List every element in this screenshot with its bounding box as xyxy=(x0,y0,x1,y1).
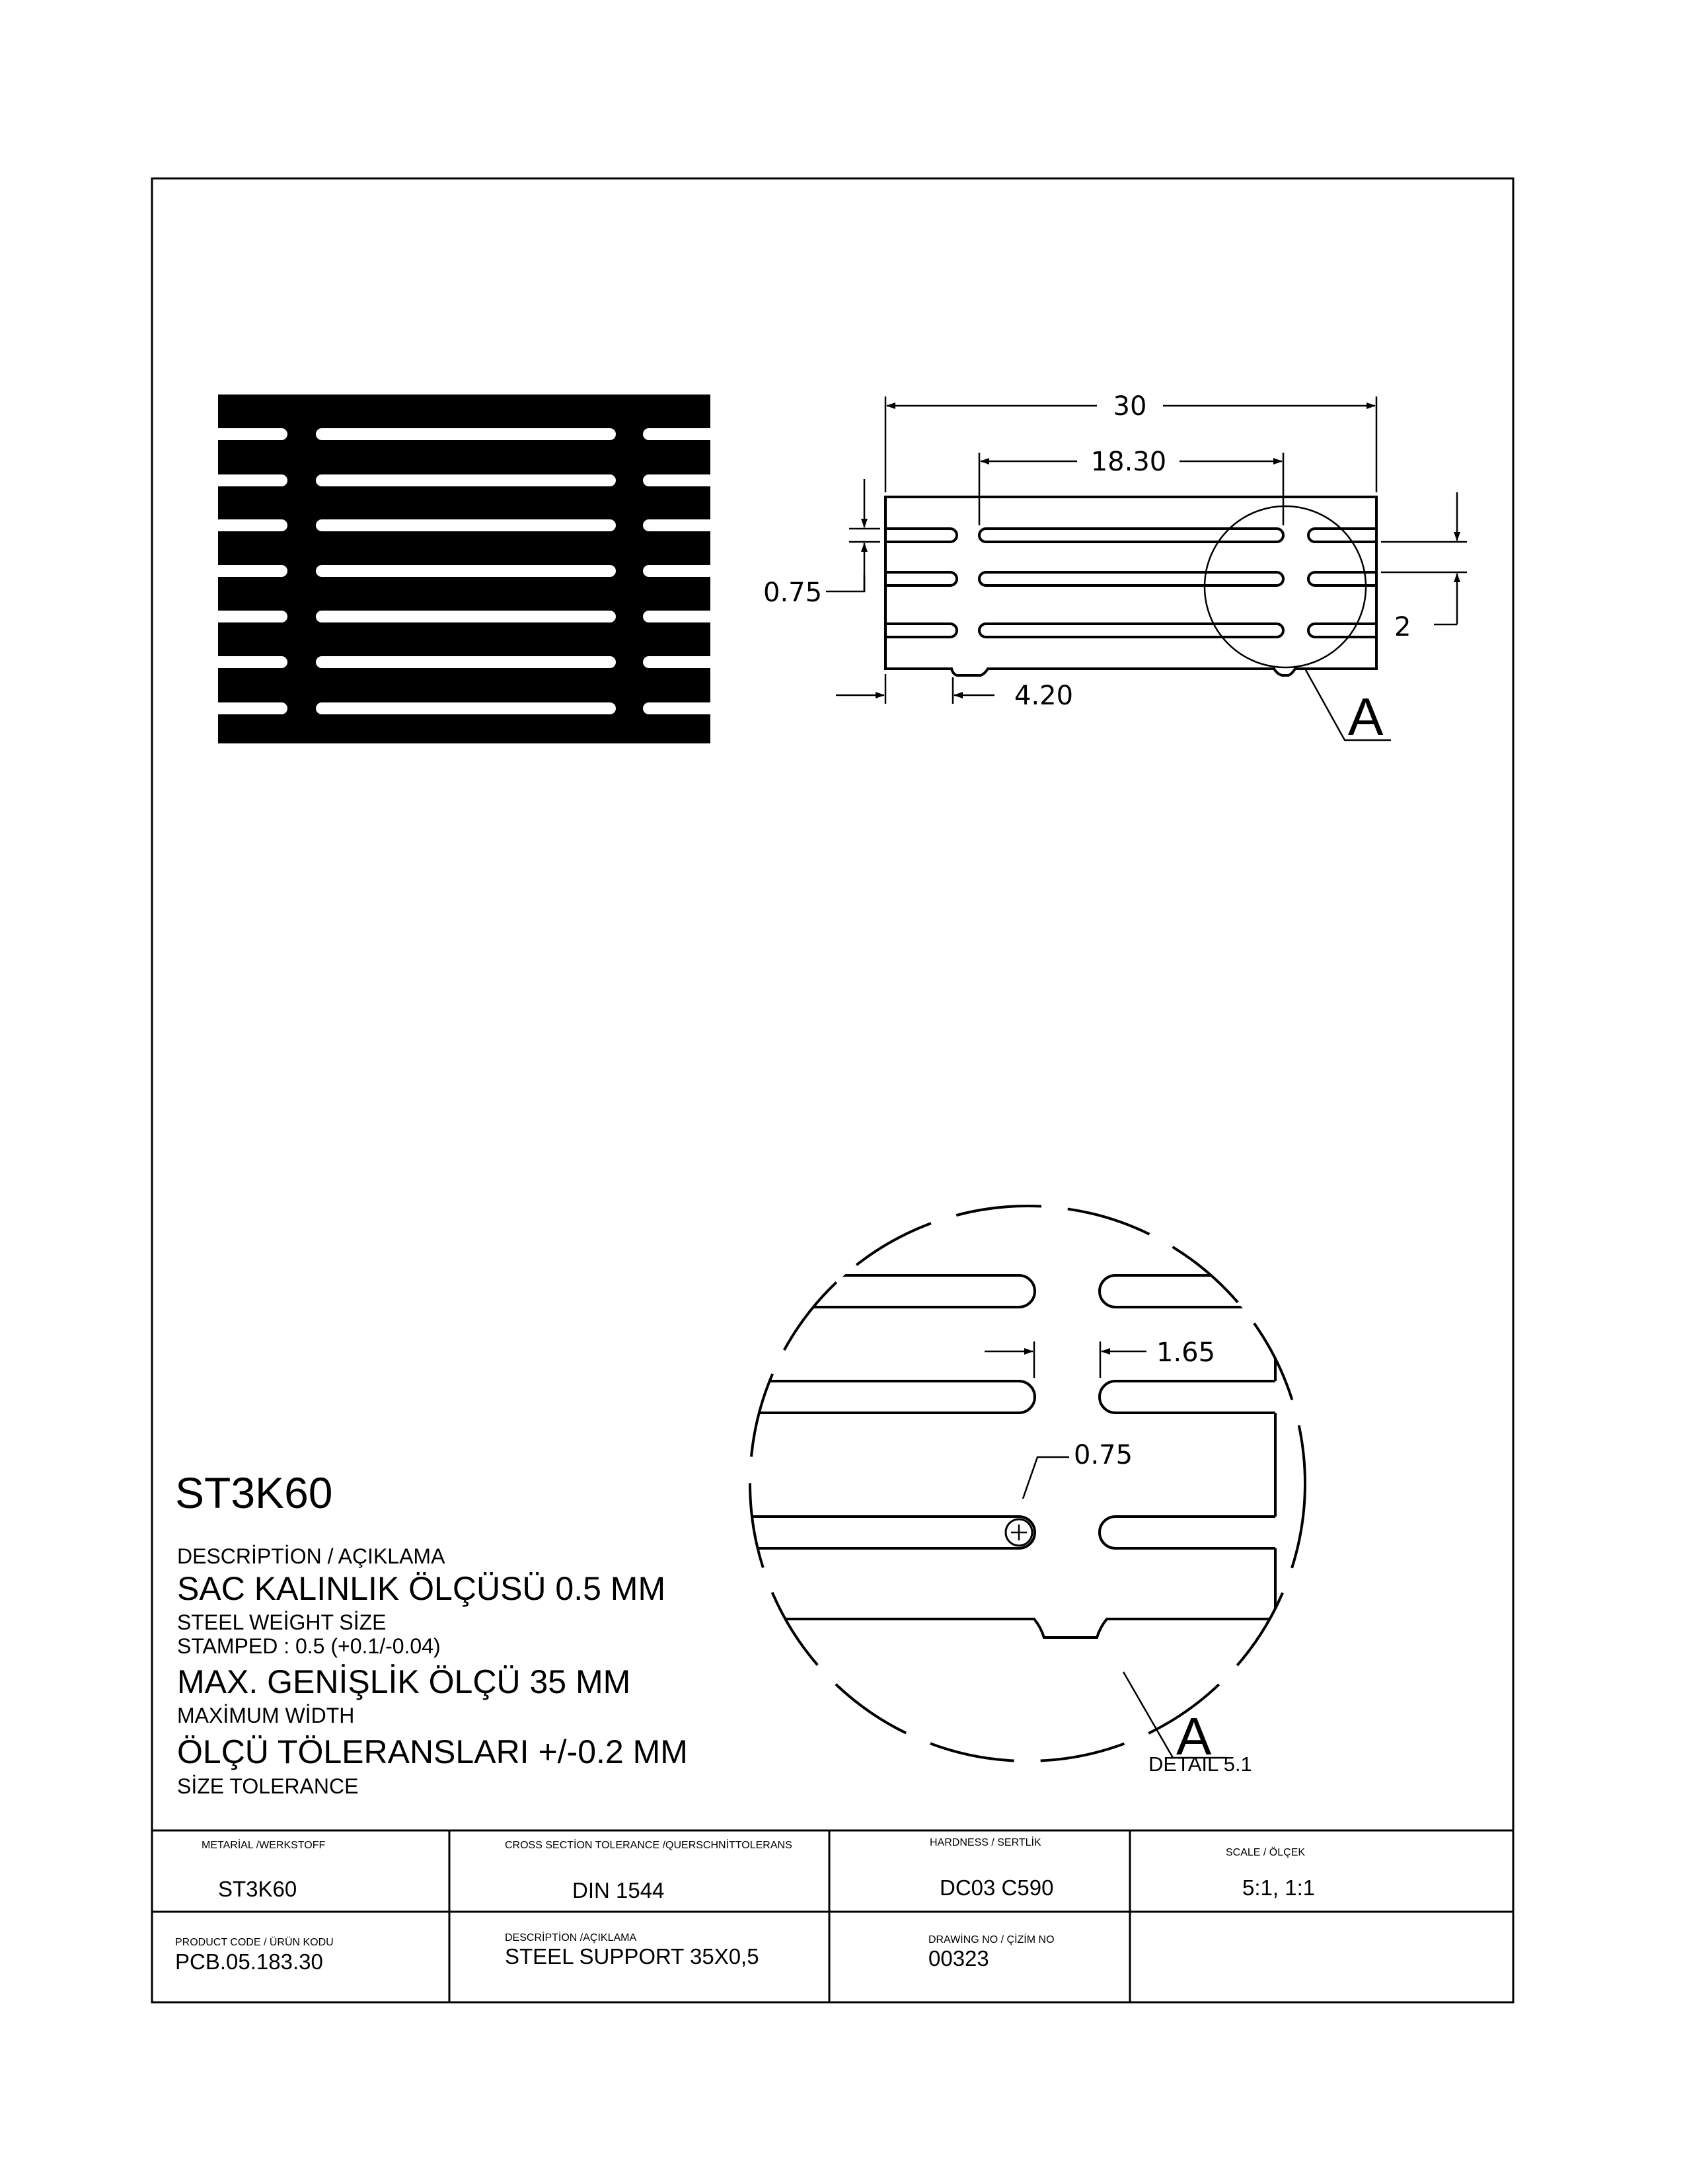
dim-pitch: 2 xyxy=(1394,612,1411,642)
detail-view xyxy=(727,1189,1305,1776)
dim-slot-length: 18.30 xyxy=(1090,447,1167,477)
drawing-no-label: DRAWİNG NO / ÇİZİM NO xyxy=(928,1934,1055,1945)
product-code-label: PRODUCT CODE / ÜRÜN KODU xyxy=(175,1937,334,1948)
notes-line-tolerance-en: SİZE TOLERANCE xyxy=(177,1774,359,1798)
material-label: METARİAL /WERKSTOFF xyxy=(202,1840,326,1851)
dim-notch: 4.20 xyxy=(1014,681,1074,711)
detail-callout-a: A xyxy=(1176,1707,1212,1766)
dim-overall-width: 30 xyxy=(1113,391,1147,422)
hardness-label: HARDNESS / SERTLİK xyxy=(930,1837,1041,1848)
description-label: DESCRİPTİON /AÇIKLAMA xyxy=(505,1932,637,1943)
notes-line-weight: STEEL WEİGHT SİZE xyxy=(177,1610,387,1634)
tolerance-value: DIN 1544 xyxy=(572,1878,665,1902)
notes-description-label: DESCRİPTİON / AÇIKLAMA xyxy=(177,1544,445,1568)
drawing-no-value: 00323 xyxy=(928,1946,989,1971)
product-code-value: PCB.05.183.30 xyxy=(175,1949,323,1974)
hardness-value: DC03 C590 xyxy=(940,1875,1054,1900)
notes-block xyxy=(175,1468,688,1798)
detail-dim-gap: 1.65 xyxy=(1156,1337,1216,1368)
description-value: STEEL SUPPORT 35X0,5 xyxy=(505,1944,759,1969)
notes-line-thickness: SAC KALINLIK ÖLÇÜSÜ 0.5 MM xyxy=(177,1570,666,1607)
tolerance-label: CROSS SECTİON TOLERANCE /QUERSCHNİTTOLERANS xyxy=(505,1840,792,1851)
stamped-part-solid-view xyxy=(211,395,719,743)
dim-slot-width: 0.75 xyxy=(763,578,823,608)
scale-label: SCALE / ÖLÇEK xyxy=(1226,1847,1306,1858)
part-name: ST3K60 xyxy=(175,1468,333,1517)
notes-line-tolerance: ÖLÇÜ TÖLERANSLARI +/-0.2 MM xyxy=(177,1733,688,1770)
detail-callout-a: A xyxy=(1348,687,1384,746)
notes-line-stamped: STAMPED : 0.5 (+0.1/-0.04) xyxy=(177,1634,441,1658)
outline-view xyxy=(885,497,1376,675)
notes-line-max-width-en: MAXİMUM WİDTH xyxy=(177,1704,355,1727)
material-value: ST3K60 xyxy=(218,1877,297,1901)
detail-caption: DETAIL 5.1 xyxy=(1148,1752,1252,1776)
notes-line-max-width: MAX. GENİŞLİK ÖLÇÜ 35 MM xyxy=(177,1663,631,1700)
title-block xyxy=(152,1830,1513,2002)
outline-dimension-texts xyxy=(763,391,1411,746)
detail-dim-radius: 0.75 xyxy=(1074,1440,1133,1470)
scale-value: 5:1, 1:1 xyxy=(1242,1875,1316,1900)
